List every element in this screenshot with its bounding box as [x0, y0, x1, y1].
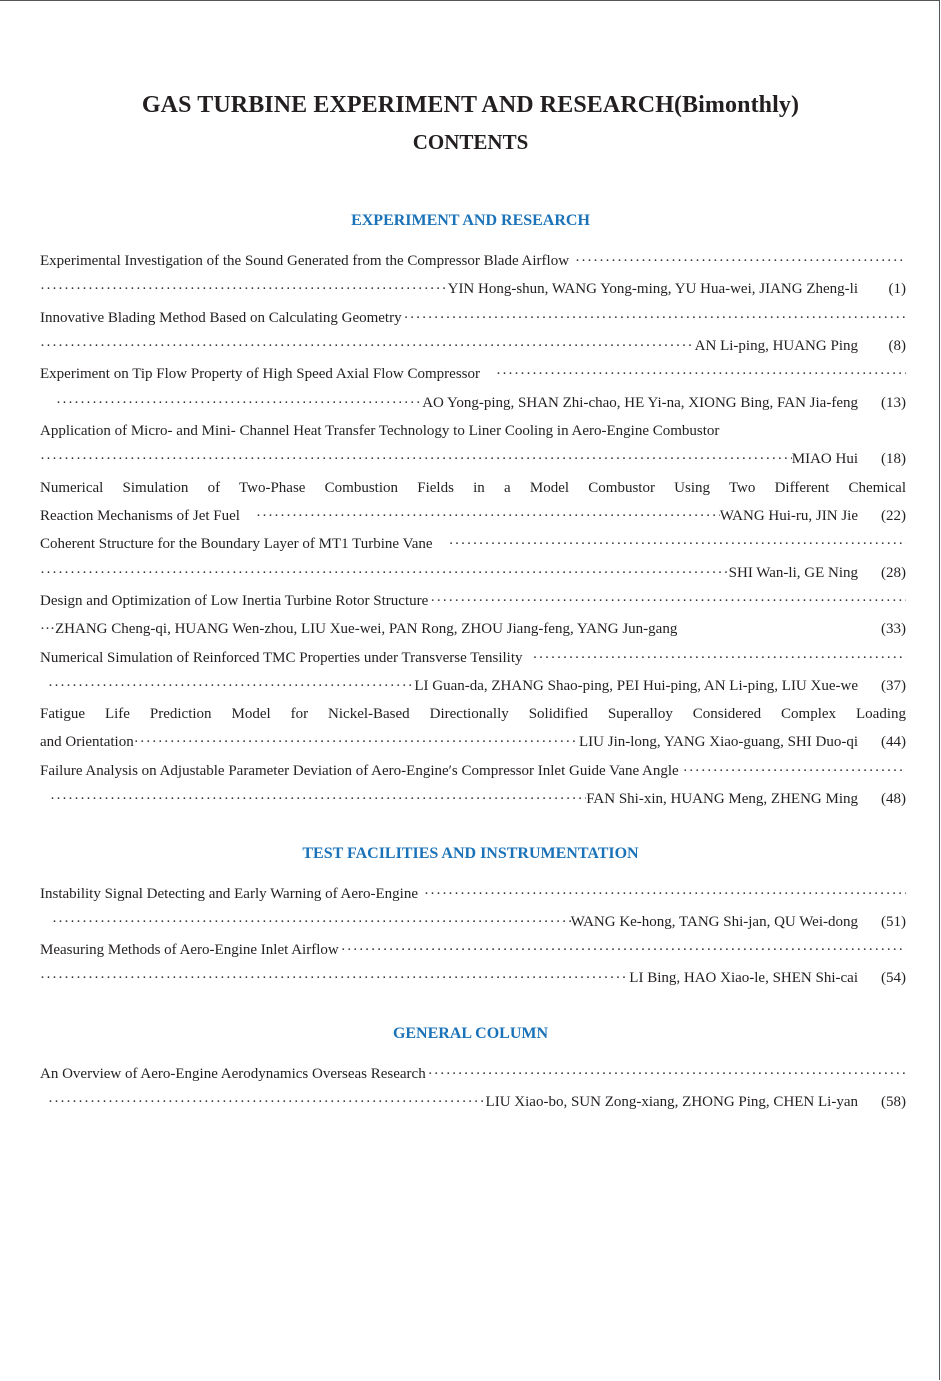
dot-leader [40, 968, 629, 988]
toc-entry-title: Design and Optimization of Low Inertia Turbine Rotor Structure ····· [40, 591, 906, 611]
page-number: (22) [881, 508, 906, 524]
section-heading-test-facilities: TEST FACILITIES AND INSTRUMENTATION [302, 845, 639, 862]
page-number: (28) [881, 565, 906, 581]
toc-entry-authors: ····· MIAO Hui (18) [40, 449, 906, 469]
toc-entry-title: Instability Signal Detecting and Early Warning of Aero-Engine ····· [40, 884, 906, 904]
dot-leader [56, 393, 422, 413]
toc-entry-authors: ····· WANG Ke-hong, TANG Shi-jan, QU Wei-dong (51) [40, 912, 906, 932]
toc-entry-title: Experimental Investigation of the Sound Generated from the Compressor Blade Airflow ····· [40, 251, 906, 271]
page-number: (37) [881, 678, 906, 694]
dot-leader [40, 336, 695, 356]
dot-leader [256, 506, 720, 526]
page-number: (44) [881, 734, 906, 750]
dot-leader [40, 563, 729, 583]
dot-leader [428, 1064, 906, 1084]
dot-leader [449, 534, 906, 554]
page-number: (1) [888, 281, 906, 297]
dot-leader [575, 251, 906, 271]
toc-entry-authors: ····· FAN Shi-xin, HUANG Meng, ZHENG Ming (48) [40, 789, 906, 809]
page-number: (13) [881, 395, 906, 411]
toc-entry-authors: ····· SHI Wan-li, GE Ning (28) [40, 563, 906, 583]
page-number: (18) [881, 451, 906, 467]
toc-entry-title: Experiment on Tip Flow Property of High Speed Axial Flow Compressor ····· [40, 364, 906, 384]
dot-leader [40, 279, 448, 299]
toc-entry-authors: ····· YIN Hong-shun, WANG Yong-ming, YU Hua-wei, JIANG Zheng-li (1) [40, 279, 906, 299]
page-number: (51) [881, 914, 906, 930]
page-number: (33) [881, 621, 906, 637]
dot-leader [424, 884, 906, 904]
dot-leader [40, 449, 792, 469]
page-number: (8) [888, 338, 906, 354]
toc-entry-authors: ····· AN Li-ping, HUANG Ping (8) [40, 336, 906, 356]
toc-entry-authors: ····· AO Yong-ping, SHAN Zhi-chao, HE Yi-na, XIONG Bing, FAN Jia-feng (13) [40, 393, 906, 413]
toc-entry-authors: ··· ZHANG Cheng-qi, HUANG Wen-zhou, LIU Xue-wei, PAN Rong, ZHOU Jiang-feng, YANG Jun-gang (33) [40, 621, 906, 637]
dot-leader [496, 364, 906, 384]
page-subtitle: CONTENTS [412, 130, 529, 154]
dot-leader [533, 648, 907, 668]
toc-entry-title: Numerical Simulation of Two-Phase Combustion Fields in a Model Combustor Using Two Different Chemical [40, 480, 906, 496]
toc-entry-authors: ····· LI Bing, HAO Xiao-le, SHEN Shi-cai (54) [40, 968, 906, 988]
dot-leader [404, 308, 906, 328]
toc-entry-title: Measuring Methods of Aero-Engine Inlet Airflow ····· [40, 940, 906, 960]
dot-leader [52, 912, 571, 932]
toc-entry-title: Failure Analysis on Adjustable Parameter Deviation of Aero-Engine′s Compressor Inlet Guide Vane Angle ····· [40, 761, 906, 781]
section-heading-experiment-research: EXPERIMENT AND RESEARCH [351, 212, 590, 229]
section-heading-general-column: GENERAL COLUMN [392, 1025, 549, 1042]
dot-leader [48, 676, 414, 696]
dot-leader [341, 940, 906, 960]
dot-leader [430, 591, 906, 611]
dot-leader [134, 732, 579, 752]
toc-entry-title: An Overview of Aero-Engine Aerodynamics Overseas Research ····· [40, 1064, 906, 1084]
toc-entry-title: Coherent Structure for the Boundary Layer of MT1 Turbine Vane ····· [40, 534, 906, 554]
dot-leader: ··· [40, 621, 55, 637]
page-title: GAS TURBINE EXPERIMENT AND RESEARCH(Bimonthly) [141, 92, 800, 118]
page-number: (48) [881, 791, 906, 807]
toc-entry-title: Application of Micro- and Mini- Channel Heat Transfer Technology to Liner Cooling in Aero-Engine Combustor [40, 423, 720, 439]
dot-leader [50, 789, 586, 809]
toc-entry-title: Fatigue Life Prediction Model for Nickel-Based Directionally Solidified Superalloy Considered Complex Loading [40, 706, 906, 722]
toc-entry-authors: ····· LIU Xiao-bo, SUN Zong-xiang, ZHONG Ping, CHEN Li-yan (58) [40, 1092, 906, 1112]
dot-leader [683, 761, 906, 781]
toc-entry-authors: Reaction Mechanisms of Jet Fuel ····· WANG Hui-ru, JIN Jie (22) [40, 506, 906, 526]
toc-entry-authors: and Orientation ····· LIU Jin-long, YANG Xiao-guang, SHI Duo-qi (44) [40, 732, 906, 752]
dot-leader [48, 1092, 486, 1112]
page-number: (58) [881, 1094, 906, 1110]
toc-entry-authors: ····· LI Guan-da, ZHANG Shao-ping, PEI Hui-ping, AN Li-ping, LIU Xue-we (37) [40, 676, 906, 696]
toc-entry-title: Innovative Blading Method Based on Calculating Geometry ····· [40, 308, 906, 328]
page-number: (54) [881, 970, 906, 986]
toc-entry-title: Numerical Simulation of Reinforced TMC Properties under Transverse Tensility ····· [40, 648, 906, 668]
